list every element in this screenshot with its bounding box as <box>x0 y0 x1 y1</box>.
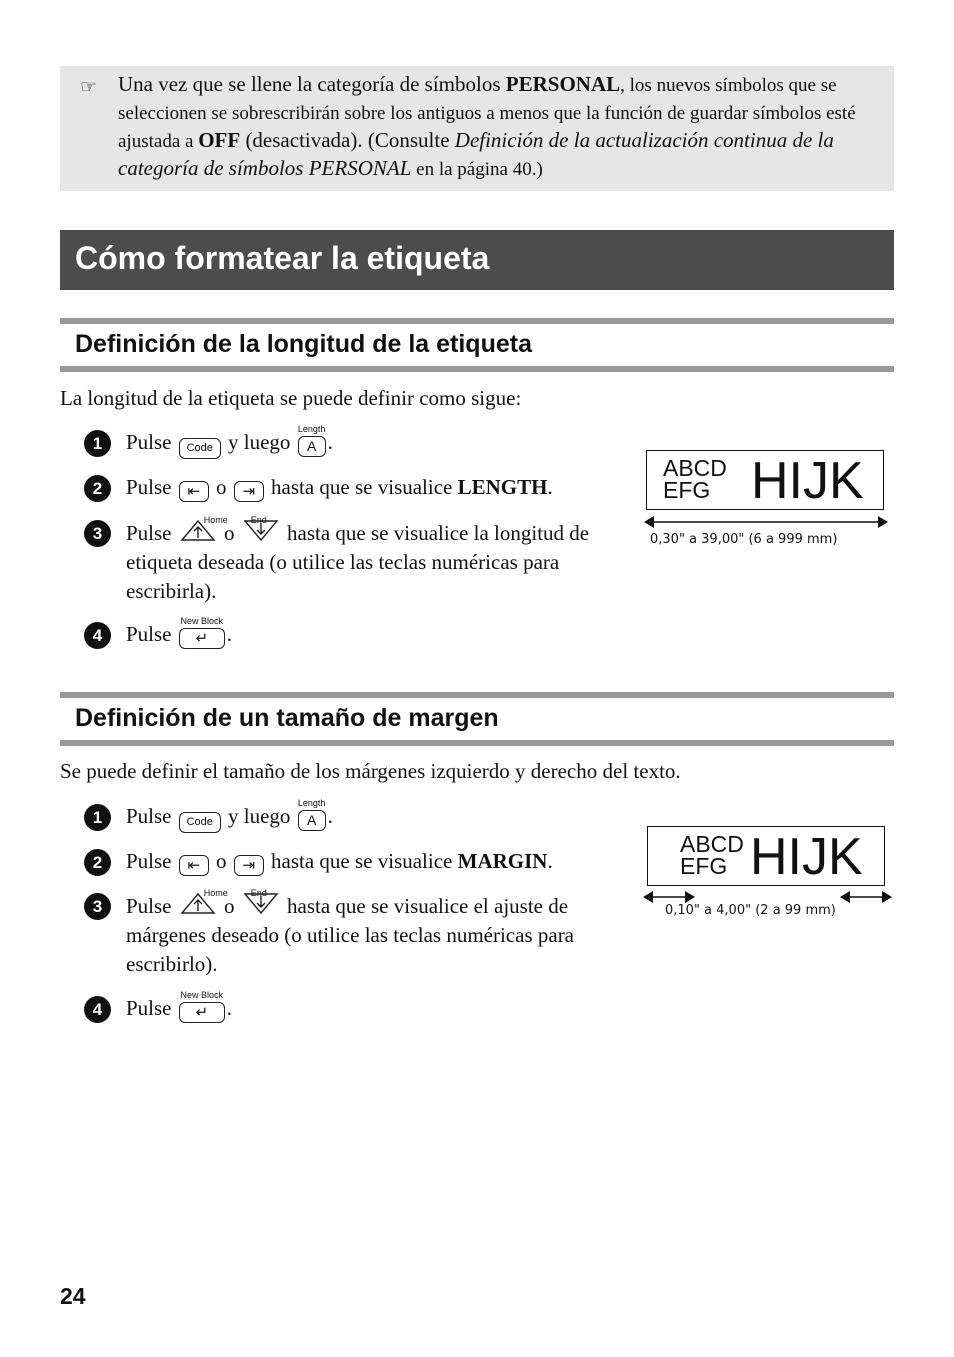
left-margin-arrow-icon <box>643 890 695 904</box>
step-4-margin: 4 Pulse New Block ↵ . <box>84 994 624 1023</box>
label-length-figure: ABCD EFG HIJK <box>646 450 884 510</box>
note-box <box>60 66 894 191</box>
section-heading-length: Definición de la longitud de la etiqueta <box>60 318 894 372</box>
step-number: 1 <box>84 804 111 831</box>
step-number: 2 <box>84 475 111 502</box>
step-1-length: 1 Pulse Code y luego Length A . <box>84 428 624 459</box>
right-margin-arrow-icon <box>840 890 892 904</box>
enter-newblock-key: New Block ↵ <box>180 990 224 1021</box>
enter-newblock-key: New Block ↵ <box>180 616 224 647</box>
code-key: Code <box>179 812 221 833</box>
step-4-length: 4 Pulse New Block ↵ . <box>84 620 624 649</box>
home-up-key-icon: Home <box>180 891 216 915</box>
section-intro-margin: Se puede definir el tamaño de los márgenes izquierdo y derecho del texto. <box>60 759 681 783</box>
cursor-left-key-icon: ⇤ <box>179 481 209 502</box>
home-up-key-icon: Home <box>180 518 216 542</box>
code-key: Code <box>179 438 221 459</box>
page-number: 24 <box>60 1283 86 1309</box>
a-length-key: Length A <box>298 436 326 457</box>
step-number: 3 <box>84 520 111 547</box>
length-caption: 0,30" a 39,00" (6 a 999 mm) <box>650 532 838 547</box>
end-down-key-icon: End <box>243 891 279 915</box>
length-arrow-icon <box>644 515 888 529</box>
step-1-margin: 1 Pulse Code y luego Length A . <box>84 802 624 833</box>
page-title: Cómo formatear la etiqueta <box>60 230 894 290</box>
step-2-length: 2 Pulse ⇤ o ⇥ hasta que se visualice LENGTH. <box>84 473 624 502</box>
note-text: Una vez que se llene la categoría de símbolos PERSONAL, los nuevos símbolos que se seleccionen se sobrescribirán sobre los antiguos a menos que la función de guardar símbolos esté ajustada a OFF (desactivada). (Consulte Definición de la actualización continua de la categoría de símbolos PERSONAL en la página 40.) <box>118 72 856 180</box>
pointing-hand-icon: ☞ <box>80 77 98 98</box>
cursor-left-key-icon: ⇤ <box>179 855 209 876</box>
step-number: 4 <box>84 996 111 1023</box>
step-number: 3 <box>84 893 111 920</box>
step-2-margin: 2 Pulse ⇤ o ⇥ hasta que se visualice MARGIN. <box>84 847 624 876</box>
step-3-length: 3 Pulse Home o End hasta que se visualice la longitud de etiqueta deseada (o utilice las teclas numéricas para escribirla). <box>84 518 624 606</box>
section-heading-margin: Definición de un tamaño de margen <box>60 692 894 746</box>
step-number: 2 <box>84 849 111 876</box>
step-number: 4 <box>84 622 111 649</box>
margin-caption: 0,10" a 4,00" (2 a 99 mm) <box>665 903 836 918</box>
cursor-right-key-icon: ⇥ <box>234 481 264 502</box>
a-length-key: Length A <box>298 810 326 831</box>
end-down-key-icon: End <box>243 518 279 542</box>
section-intro-length: La longitud de la etiqueta se puede definir como sigue: <box>60 386 522 410</box>
step-3-margin: 3 Pulse Home o End hasta que se visualice el ajuste de márgenes deseado (o utilice las teclas numéricas para escribirlo). <box>84 891 624 979</box>
cursor-right-key-icon: ⇥ <box>234 855 264 876</box>
label-margin-figure: ABCD EFG HIJK <box>647 826 885 886</box>
step-number: 1 <box>84 430 111 457</box>
